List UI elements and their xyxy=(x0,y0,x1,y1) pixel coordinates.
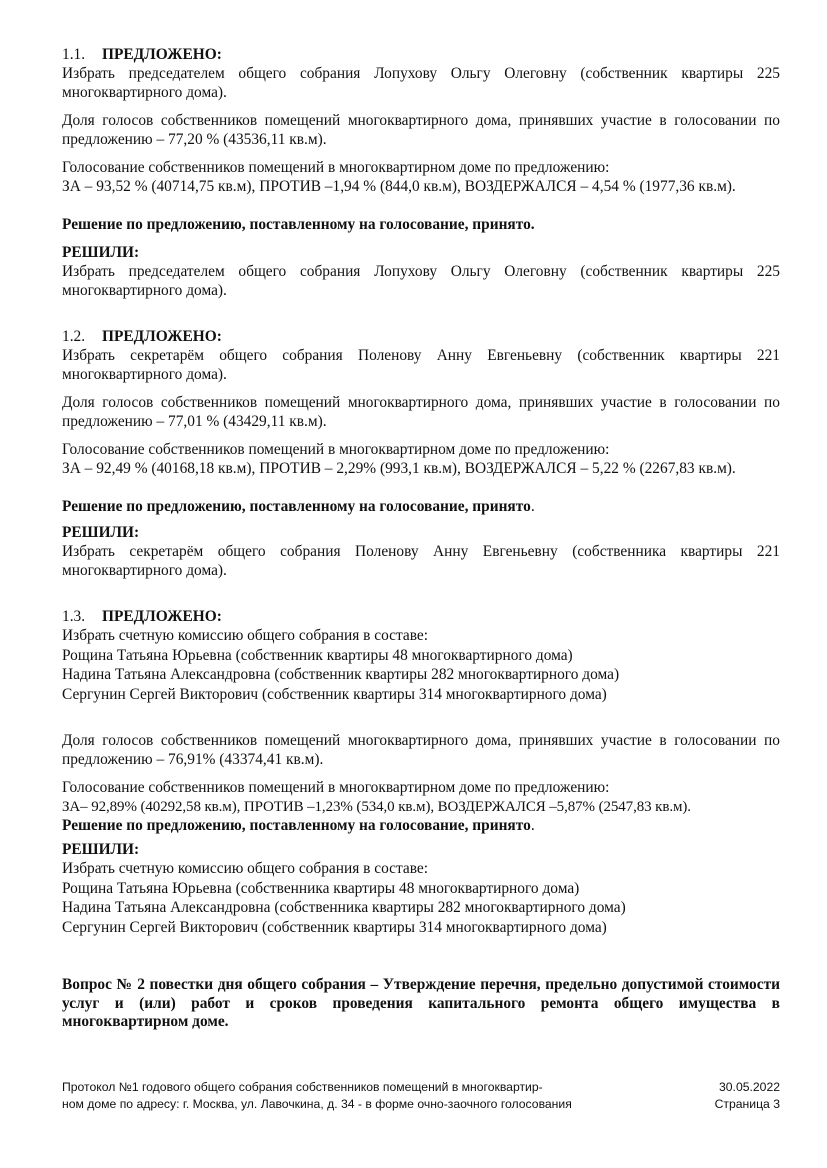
member-line: Надина Татьяна Александровна (собственника квартиры 282 многоквартирного дома) xyxy=(62,899,626,916)
resolved-text: Избрать председателем общего собрания Лопухову Ольгу Олеговну (собственник квартиры 225 многоквартирного дома). xyxy=(62,263,780,299)
resolved-heading: РЕШИЛИ: xyxy=(62,244,140,261)
proposal-text: Избрать секретарём общего собрания Поленову Анну Евгеньевну (собственник квартиры 221 многоквартирного дома). xyxy=(62,347,780,383)
proposed-heading: ПРЕДЛОЖЕНО: xyxy=(102,46,222,63)
member-line: Сергунин Сергей Викторович (собственник квартиры 314 многоквартирного дома) xyxy=(62,686,607,703)
vote-intro: Голосование собственников помещений в многоквартирном доме по предложению: xyxy=(62,159,610,176)
decision-text: Решение по предложению, поставленному на голосование, принято. xyxy=(62,498,535,515)
agenda-question-2: Вопрос № 2 повестки дня общего собрания – Утверждение перечня, предельно допустимой стоимости услуг и (или) работ и сроков проведения капитального ремонта общего имущества в многоквартирном доме. xyxy=(62,976,780,1030)
footer-protocol-text xyxy=(62,1079,622,1113)
page-number: Страница 3 xyxy=(714,1097,780,1111)
vote-share-text: Доля голосов собственников помещений многоквартирного дома, принявших участие в голосовании по предложению – 76,91% (43374,41 кв.м). xyxy=(62,732,780,768)
section-number: 1.1. xyxy=(62,46,86,63)
decision-bold: Решение по предложению, поставленному на голосование, принято xyxy=(62,498,531,515)
vote-share-text: Доля голосов собственников помещений многоквартирного дома, принявших участие в голосовании по предложению – 77,20 % (43536,11 кв.м). xyxy=(62,112,780,148)
decision-text: Решение по предложению, поставленному на голосование, принято. xyxy=(62,216,535,233)
section-1-2-heading xyxy=(62,328,780,347)
vote-result: ЗА – 92,49 % (40168,18 кв.м), ПРОТИВ – 2,29% (993,1 кв.м), ВОЗДЕРЖАЛСЯ – 5,22 % (2267,83 кв.м). xyxy=(62,460,736,477)
vote-result: ЗА– 92,89% (40292,58 кв.м), ПРОТИВ –1,23% (534,0 кв.м), ВОЗДЕРЖАЛСЯ –5,87% (2547,83 кв.м). xyxy=(62,799,691,815)
resolved-text: Избрать секретарём общего собрания Поленову Анну Евгеньевну (собственника квартиры 221 многоквартирного дома). xyxy=(62,543,780,579)
member-line: Надина Татьяна Александровна (собственник квартиры 282 многоквартирного дома) xyxy=(62,666,620,683)
vote-share-text: Доля голосов собственников помещений многоквартирного дома, принявших участие в голосовании по предложению – 77,01 % (43429,11 кв.м). xyxy=(62,394,780,430)
section-number: 1.3. xyxy=(62,608,86,625)
vote-result: ЗА – 93,52 % (40714,75 кв.м), ПРОТИВ –1,94 % (844,0 кв.м), ВОЗДЕРЖАЛСЯ – 4,54 % (1977,36 кв.м). xyxy=(62,178,736,195)
vote-intro: Голосование собственников помещений в многоквартирном доме по предложению: xyxy=(62,779,610,796)
proposal-text: Избрать председателем общего собрания Лопухову Ольгу Олеговну (собственник квартиры 225 многоквартирного дома). xyxy=(62,65,780,101)
resolved-heading: РЕШИЛИ: xyxy=(62,524,140,541)
section-number: 1.2. xyxy=(62,328,86,345)
section-1-3-heading xyxy=(62,608,780,627)
vote-intro: Голосование собственников помещений в многоквартирном доме по предложению: xyxy=(62,441,610,458)
proposed-heading: ПРЕДЛОЖЕНО: xyxy=(102,608,222,625)
member-line: Рощина Татьяна Юрьевна (собственника квартиры 48 многоквартирного дома) xyxy=(62,880,580,897)
member-line: Рощина Татьяна Юрьевна (собственник квартиры 48 многоквартирного дома) xyxy=(62,647,573,664)
member-line: Сергунин Сергей Викторович (собственник квартиры 314 многоквартирного дома) xyxy=(62,919,607,936)
resolved-heading: РЕШИЛИ: xyxy=(62,841,140,858)
decision-bold: Решение по предложению, поставленному на голосование, принято xyxy=(62,817,531,834)
section-1-1-heading xyxy=(62,46,780,65)
footer-line-1: Протокол №1 годового общего собрания собственников помещений в многоквартир- xyxy=(62,1080,543,1094)
proposed-heading: ПРЕДЛОЖЕНО: xyxy=(102,328,222,345)
footer-line-2: ном доме по адресу: г. Москва, ул. Лавочкина, д. 34 - в форме очно-заочного голосования xyxy=(62,1097,572,1111)
resolved-intro: Избрать счетную комиссию общего собрания в составе: xyxy=(62,860,429,877)
footer-date: 30.05.2022 xyxy=(719,1080,780,1094)
footer-meta xyxy=(715,1079,780,1113)
decision-text: Решение по предложению, поставленному на голосование, принято. xyxy=(62,817,535,834)
proposal-intro: Избрать счетную комиссию общего собрания в составе: xyxy=(62,627,429,644)
